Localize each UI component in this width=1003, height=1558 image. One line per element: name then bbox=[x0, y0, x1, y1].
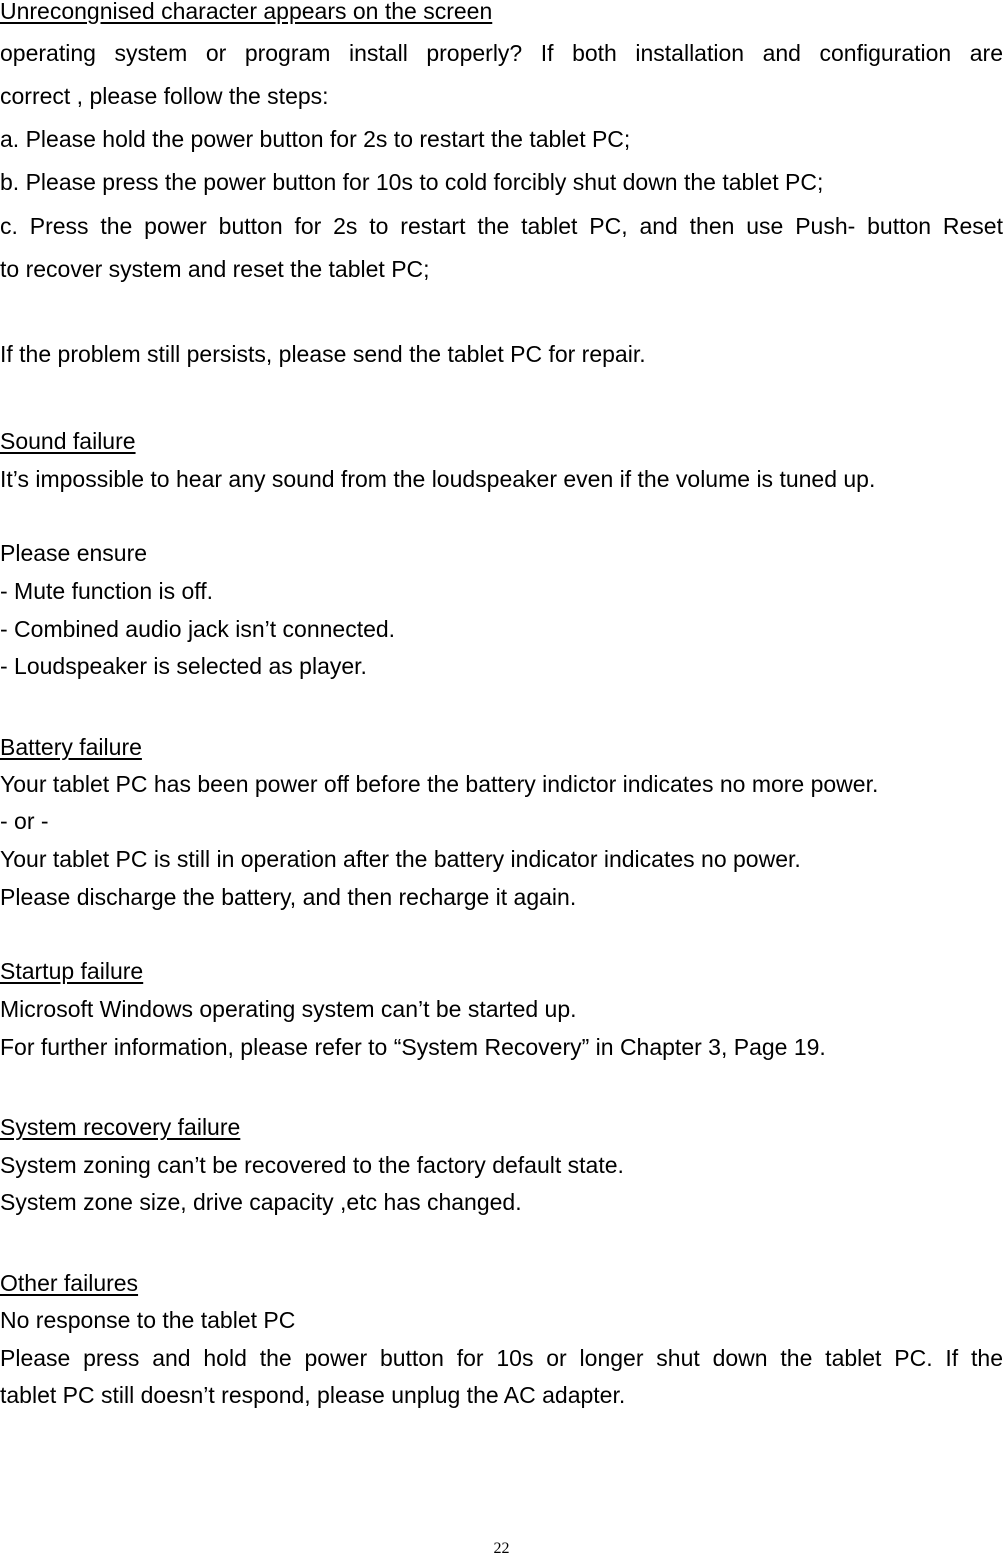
heading-sound-failure: Sound failure bbox=[0, 428, 136, 454]
battery-or: - or - bbox=[0, 808, 49, 834]
step-c-continued: to recover system and reset the tablet PC; bbox=[0, 256, 430, 282]
paragraph-line: operating system or program install properly? If both installation and configuration are bbox=[0, 40, 1003, 66]
step-a: a. Please hold the power button for 2s to restart the tablet PC; bbox=[0, 126, 631, 152]
recovery-cause: System zone size, drive capacity ,etc has changed. bbox=[0, 1189, 522, 1215]
battery-description-alt: Your tablet PC is still in operation after the battery indicator indicates no power. bbox=[0, 846, 801, 872]
other-description: No response to the tablet PC bbox=[0, 1307, 296, 1333]
battery-instruction: Please discharge the battery, and then recharge it again. bbox=[0, 884, 577, 910]
heading-system-recovery-failure: System recovery failure bbox=[0, 1114, 241, 1140]
heading-unrecognised-character: Unrecongnised character appears on the screen bbox=[0, 0, 493, 24]
recovery-description: System zoning can’t be recovered to the factory default state. bbox=[0, 1152, 624, 1178]
battery-description: Your tablet PC has been power off before the battery indictor indicates no more power. bbox=[0, 771, 879, 797]
other-instruction-continued: tablet PC still doesn’t respond, please unplug the AC adapter. bbox=[0, 1382, 626, 1408]
heading-startup-failure: Startup failure bbox=[0, 958, 144, 984]
repair-note: If the problem still persists, please send the tablet PC for repair. bbox=[0, 341, 646, 367]
heading-battery-failure: Battery failure bbox=[0, 734, 142, 760]
startup-reference: For further information, please refer to “System Recovery” in Chapter 3, Page 19. bbox=[0, 1034, 826, 1060]
heading-other-failures: Other failures bbox=[0, 1270, 139, 1296]
step-c: c. Press the power button for 2s to restart the tablet PC, and then use Push- button Reset bbox=[0, 213, 1003, 239]
page-number: 22 bbox=[493, 1540, 510, 1557]
sound-check-item: - Combined audio jack isn’t connected. bbox=[0, 616, 396, 642]
sound-ensure-label: Please ensure bbox=[0, 540, 148, 566]
startup-description: Microsoft Windows operating system can’t be started up. bbox=[0, 996, 577, 1022]
other-instruction: Please press and hold the power button for 10s or longer shut down the tablet PC. If the bbox=[0, 1345, 1003, 1371]
paragraph-line: correct , please follow the steps: bbox=[0, 83, 329, 109]
step-b: b. Please press the power button for 10s to cold forcibly shut down the tablet PC; bbox=[0, 169, 824, 195]
sound-check-item: - Mute function is off. bbox=[0, 578, 214, 604]
sound-description: It’s impossible to hear any sound from the loudspeaker even if the volume is tuned up. bbox=[0, 466, 876, 492]
sound-check-item: - Loudspeaker is selected as player. bbox=[0, 653, 367, 679]
